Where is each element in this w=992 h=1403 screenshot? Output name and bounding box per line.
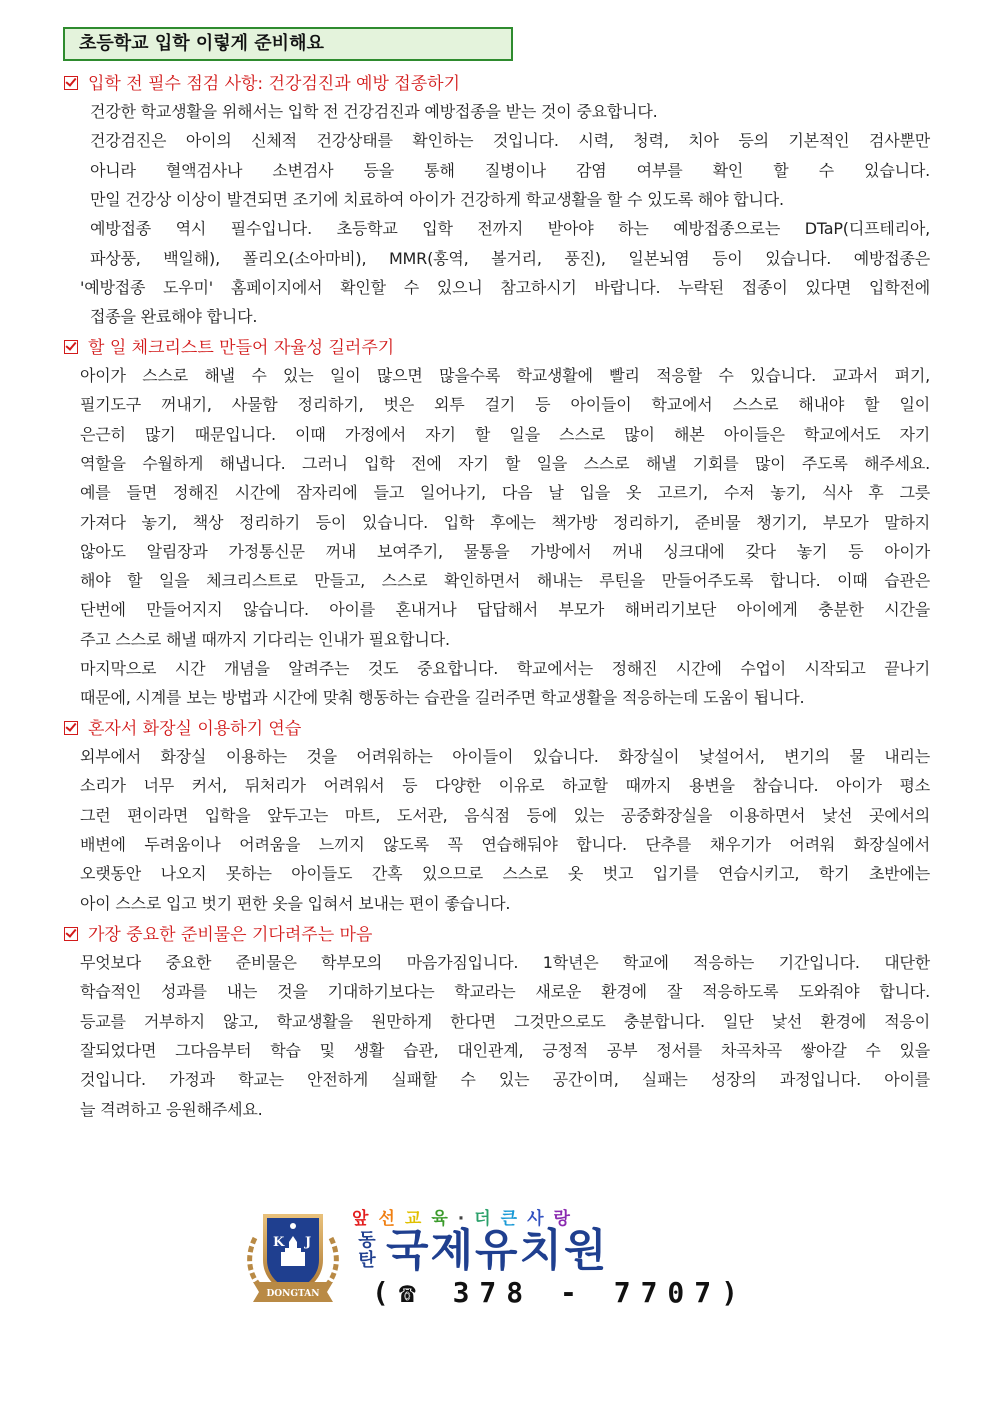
paragraph-line: 건강검진은 아이의 신체적 건강상태를 확인하는 것입니다. 시력, 청력, 치아 등의 기본적인 검사뿐만 (90, 131, 930, 150)
paragraph-line: 아이가 스스로 해낼 수 있는 일이 많으면 많을수록 학교생활에 빨리 적응할 수 있습니다. 교과서 펴기, (80, 366, 930, 385)
paragraph-line: 잘되었다면 그다음부터 학습 및 생활 습관, 대인관계, 긍정적 공부 정서를 차곡차곡 쌓아갈 수 있을 (80, 1041, 930, 1060)
paragraph-line: 해야 할 일을 체크리스트로 만들고, 스스로 확인하면서 해내는 루틴을 만들어주도록 합니다. 이때 습관은 (80, 571, 931, 590)
slogan-char: 앞 (352, 1209, 375, 1229)
paragraph-line: 등교를 거부하지 않고, 학교생활을 원만하게 한다면 그것만으로도 충분합니다. 일단 낯선 환경에 적응이 (80, 1012, 930, 1031)
school-prefix (352, 1231, 382, 1271)
paragraph-line: 단번에 만들어지지 않습니다. 아이를 혼내거나 답답해서 부모가 해버리기보단 아이에게 충분한 시간을 (80, 600, 930, 619)
paragraph-line: 때문에, 시계를 보는 방법과 시간에 맞춰 행동하는 습관을 길러주면 학교생활을 적응하는데 도움이 됩니다. (80, 688, 805, 707)
slogan-char: 육 (431, 1209, 454, 1229)
checkbox-icon (64, 76, 78, 90)
paragraph-line: 필기도구 꺼내기, 사물함 정리하기, 벗은 외투 걸기 등 아이들이 학교에서 스스로 해내야 할 일이 (80, 395, 930, 414)
slogan-char: 교 (404, 1209, 428, 1229)
checkbox-icon (64, 721, 78, 735)
paragraph-line: 무엇보다 중요한 준비물은 학부모의 마음가짐입니다. 1학년은 학교에 적응하는 기간입니다. 대단한 (80, 953, 930, 972)
section-heading (64, 718, 301, 740)
paragraph-line: 만일 건강상 이상이 발견되면 조기에 치료하여 아이가 건강하게 학교생활을 할 수 있도록 해야 합니다. (90, 190, 784, 209)
section-heading-text: 입학 전 필수 점검 사항: 건강검진과 예방 접종하기 (88, 74, 460, 94)
emblem-letter-k: K (273, 1235, 285, 1250)
paragraph-line: 그런 편이라면 입학을 앞두고는 마트, 도서관, 음식점 등에 있는 공중화장실을 이용하면서 낯선 곳에서의 (80, 806, 930, 825)
paragraph-line: 늘 격려하고 응원해주세요. (80, 1100, 263, 1119)
paragraph-line: 오랫동안 나오지 못하는 아이들도 간혹 있으므로 스스로 옷 벗고 입기를 연습시키고, 학기 초반에는 (80, 864, 930, 883)
paragraph-line: 접종을 완료해야 합니다. (90, 307, 258, 326)
paragraph-line: 배변에 두려움이나 어려움을 느끼지 않도록 꼭 연습해둬야 합니다. 단추를 채우기가 어려워 화장실에서 (80, 835, 930, 854)
paragraph-line: 아니라 혈액검사나 소변검사 등을 통해 질병이나 감염 여부를 확인 할 수 있습니다. (90, 161, 930, 180)
slogan-char: 큰 (500, 1209, 524, 1229)
slogan-char: 랑 (553, 1209, 576, 1229)
section-heading-text: 혼자서 화장실 이용하기 연습 (88, 719, 302, 739)
emblem-ribbon-text: DONGTAN (266, 1289, 320, 1299)
paragraph-line: '예방접종 도우미' 홈페이지에서 확인할 수 있으니 참고하시기 바랍니다. 누락된 접종이 있다면 입학전에 (80, 278, 931, 297)
section-heading-text: 할 일 체크리스트 만들어 자율성 길러주기 (88, 338, 395, 358)
paragraph-line: 가져다 놓기, 책상 정리하기 등이 있습니다. 입학 후에는 책가방 정리하기, 준비물 챙기기, 부모가 말하지 (80, 513, 930, 532)
paragraph-line: 역할을 수월하게 해냅니다. 그러니 입학 전에 자기 할 일을 스스로 해낼 기회를 많이 주도록 해주세요. (80, 454, 930, 473)
paragraph-line: 은근히 많기 때문입니다. 이때 가정에서 자기 할 일을 스스로 많이 해본 아이들은 학교에서도 자기 (80, 425, 930, 444)
checkbox-icon (64, 340, 78, 354)
school-name: 국제유치원 (386, 1225, 609, 1276)
slogan-char: 선 (378, 1209, 401, 1229)
paragraph-line: 아이 스스로 입고 벗기 편한 옷을 입혀서 보내는 편이 좋습니다. (80, 894, 511, 913)
paragraph-line: 외부에서 화장실 이용하는 것을 어려워하는 아이들이 있습니다. 화장실이 낯설어서, 변기의 물 내리는 (80, 747, 930, 766)
school-emblem-icon (243, 1208, 343, 1306)
school-prefix-2: 탄 (358, 1250, 376, 1271)
slogan-char: · (457, 1209, 471, 1229)
slogan-char: 더 (474, 1209, 497, 1229)
section-heading (64, 337, 394, 359)
slogan-char: 사 (527, 1209, 550, 1229)
paragraph-line: 학습적인 성과를 내는 것을 기대하기보다는 학교라는 새로운 환경에 잘 적응하도록 도와줘야 합니다. (80, 982, 930, 1001)
paragraph-line: 것입니다. 가정과 학교는 안전하게 실패할 수 있는 공간이며, 실패는 성장의 과정입니다. 아이를 (80, 1070, 930, 1089)
paragraph-line: 예방접종 역시 필수입니다. 초등학교 입학 전까지 받아야 하는 예방접종으로는 DTaP(디프테리아, (90, 219, 930, 238)
paragraph-line: 예를 들면 정해진 시간에 잠자리에 들고 일어나기, 다음 날 입을 옷 고르기, 수저 놓기, 식사 후 그릇 (80, 483, 930, 502)
section-heading (64, 73, 460, 95)
school-phone: (☎ 378 - 7707) (372, 1276, 749, 1309)
paragraph-line: 건강한 학교생활을 위해서는 입학 전 건강검진과 예방접종을 받는 것이 중요합니다. (90, 102, 658, 121)
paragraph-line: 파상풍, 백일해), 폴리오(소아마비), MMR(홍역, 볼거리, 풍진), 일본뇌염 등이 있습니다. 예방접종은 (90, 249, 930, 268)
section-heading (64, 924, 372, 946)
paragraph-line: 마지막으로 시간 개념을 알려주는 것도 중요합니다. 학교에서는 정해진 시간에 수업이 시작되고 끝나기 (80, 659, 930, 678)
checkbox-icon (64, 927, 78, 941)
section-heading-text: 가장 중요한 준비물은 기다려주는 마음 (88, 925, 373, 945)
paragraph-line: 소리가 너무 커서, 뒤처리가 어려워서 등 다양한 이유로 하교할 때까지 용변을 참습니다. 아이가 평소 (80, 776, 930, 795)
paragraph-line: 않아도 알림장과 가정통신문 꺼내 보여주기, 물통을 가방에서 꺼내 싱크대에 갖다 놓기 등 아이가 (80, 542, 930, 561)
paragraph-line: 주고 스스로 해낼 때까지 기다리는 인내가 필요합니다. (80, 630, 450, 649)
emblem-letter-j: J (305, 1235, 312, 1250)
page-title: 초등학교 입학 이렇게 준비해요 (63, 27, 513, 61)
school-prefix-1: 동 (358, 1230, 376, 1251)
